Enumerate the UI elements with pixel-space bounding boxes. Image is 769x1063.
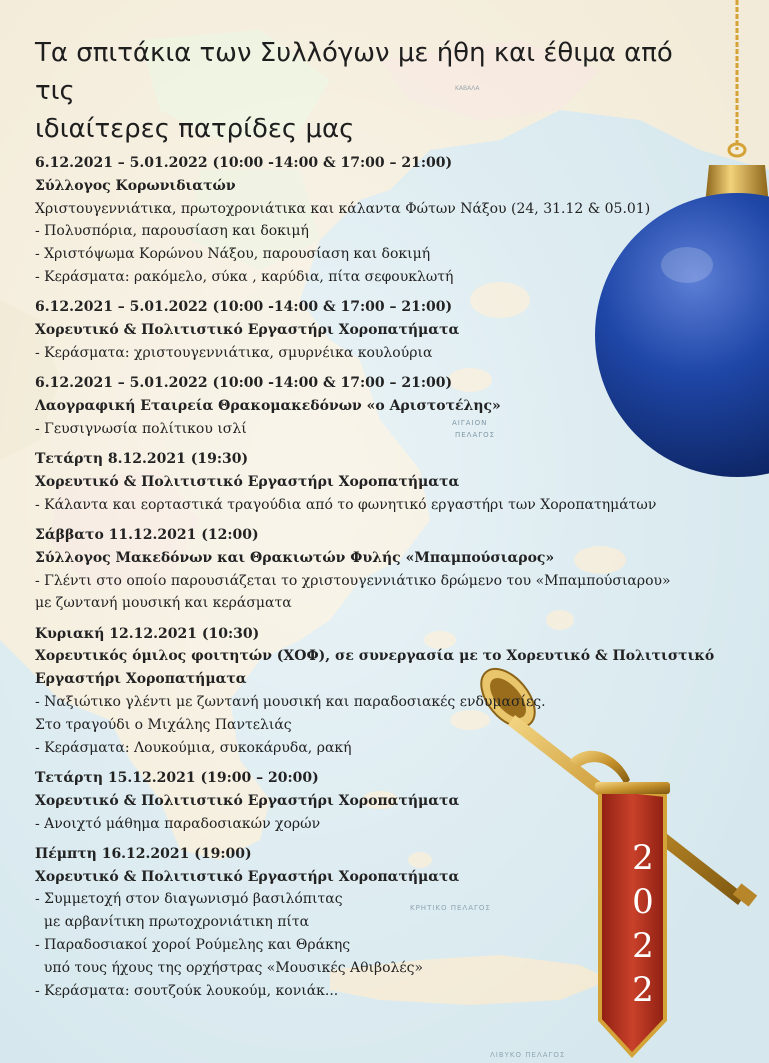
event-date: 6.12.2021 – 5.01.2022 (10:00 -14:00 & 17:00 – 21:00) [35, 375, 453, 392]
map-label-kavala: ΚΑΒΑΛΑ [455, 85, 480, 92]
event-organizer: Λαογραφική Εταιρεία Θρακομακεδόνων «ο Αριστοτέλης» [35, 397, 501, 414]
event-detail: - Γευσιγνωσία πολίτικου ισλί [35, 420, 247, 437]
map-label-pelagos: ΠΕΛΑΓΟΣ [455, 431, 496, 439]
event-date: Σάββατο 11.12.2021 (12:00) [35, 526, 259, 543]
event-date: 6.12.2021 – 5.01.2022 (10:00 -14:00 & 17:00 – 21:00) [35, 155, 453, 171]
event-date: 6.12.2021 – 5.01.2022 (10:00 -14:00 & 17:00 – 21:00) [35, 299, 453, 316]
event-detail: - Παραδοσιακοί χοροί Ρούμελης και Θράκης [35, 937, 351, 953]
event-date: Πέμπτη 16.12.2021 (19:00) [35, 845, 252, 862]
event-detail: - Κεράσματα: Λουκούμια, συκοκάρυδα, ρακή [35, 739, 352, 756]
event-detail: - Ναξιώτικο γλέντι με ζωντανή μουσική και παραδοσιακές ενδυμασίες. [35, 694, 546, 711]
event-organizer-cont: Εργαστήρι Χοροπατήματα [35, 671, 247, 688]
event-item [35, 296, 675, 364]
event-detail: με αρβανίτικη πρωτοχρονιάτικη πίτα [35, 914, 310, 931]
banner-year-digit-1: 2 [632, 838, 654, 878]
event-date: Τετάρτη 8.12.2021 (19:30) [35, 451, 249, 468]
banner-year-digit-4: 2 [632, 970, 654, 1010]
event-item [35, 767, 675, 835]
event-date: Κυριακή 12.12.2021 (10:30) [35, 625, 260, 642]
event-organizer: Σύλλογος Μακεδόνων και Θρακιωτών Φυλής «Μπαμπούσιαρος» [35, 549, 555, 566]
map-label-aigaio: ΑΙΓΑΙΟΝ [452, 419, 488, 427]
event-detail: Στο τραγούδι ο Μιχάλης Παντελιάς [35, 716, 292, 733]
event-organizer: Χορευτικό & Πολιτιστικό Εργαστήρι Χοροπατήματα [35, 322, 460, 339]
event-detail: - Ανοιχτό μάθημα παραδοσιακών χορών [35, 815, 321, 832]
event-organizer: Χορευτικό & Πολιτιστικό Εργαστήρι Χοροπατήματα [35, 473, 460, 490]
map-label-livyko: ΛΙΒΥΚΟ ΠΕΛΑΓΟΣ [490, 1051, 566, 1059]
title-line-2: ιδιαίτερες πατρίδες μας [35, 114, 355, 144]
event-organizer: Χορευτικός όμιλος φοιτητών (ΧΟΦ), σε συνεργασία με το Χορευτικό & Πολιτιστικό [35, 648, 715, 665]
event-date: Τετάρτη 15.12.2021 (19:00 – 20:00) [35, 769, 319, 786]
event-detail: - Κεράσματα: ρακόμελο, σύκα , καρύδια, πίτα σεφουκλωτή [35, 268, 454, 285]
event-item [35, 448, 675, 516]
event-detail: με ζωντανή μουσική και κεράσματα [35, 595, 292, 612]
event-detail: - Κεράσματα: χριστουγεννιάτικα, σμυρνέικα κουλούρια [35, 344, 433, 361]
page-title [35, 34, 715, 148]
event-detail: - Κάλαντα και εορταστικά τραγούδια από το φωνητικό εργαστήρι των Χοροπατημάτων [35, 496, 657, 513]
event-organizer: Σύλλογος Κορωνιδιατών [35, 177, 236, 194]
event-detail: υπό τους ήχους της ορχήστρας «Μουσικές Αθιβολές» [35, 959, 424, 976]
map-label-kritiko: ΚΡΗΤΙΚΟ ΠΕΛΑΓΟΣ [410, 904, 491, 912]
events-list [35, 152, 715, 1010]
event-detail: - Πολυσπόρια, παρουσίαση και δοκιμή [35, 223, 309, 240]
banner-year-digit-2: 0 [632, 882, 654, 922]
event-detail: - Κεράσματα: σουτζούκ λουκούμ, κονιάκ... [35, 982, 339, 999]
event-item [35, 843, 675, 1003]
event-item [35, 524, 675, 615]
event-item [35, 152, 675, 289]
event-organizer: Χορευτικό & Πολιτιστικό Εργαστήρι Χοροπατήματα [35, 868, 460, 885]
event-item [35, 372, 675, 440]
event-detail: - Συμμετοχή στον διαγωνισμό βασιλόπιτας [35, 891, 343, 908]
event-item [35, 623, 715, 760]
event-detail: - Γλέντι στο οποίο παρουσιάζεται το χριστουγεννιάτικο δρώμενο του «Μπαμπούσιαρου» [35, 572, 671, 589]
event-detail: Χριστουγεννιάτικα, πρωτοχρονιάτικα και κάλαντα Φώτων Νάξου (24, 31.12 & 05.01) [35, 200, 651, 217]
title-line-1: Τα σπιτάκια των Συλλόγων με ήθη και έθιμα από τις [35, 38, 673, 106]
event-detail: - Χριστόψωμα Κορώνου Νάξου, παρουσίαση και δοκιμή [35, 246, 431, 263]
event-organizer: Χορευτικό & Πολιτιστικό Εργαστήρι Χοροπατήματα [35, 792, 460, 809]
banner-year-digit-3: 2 [632, 926, 654, 966]
